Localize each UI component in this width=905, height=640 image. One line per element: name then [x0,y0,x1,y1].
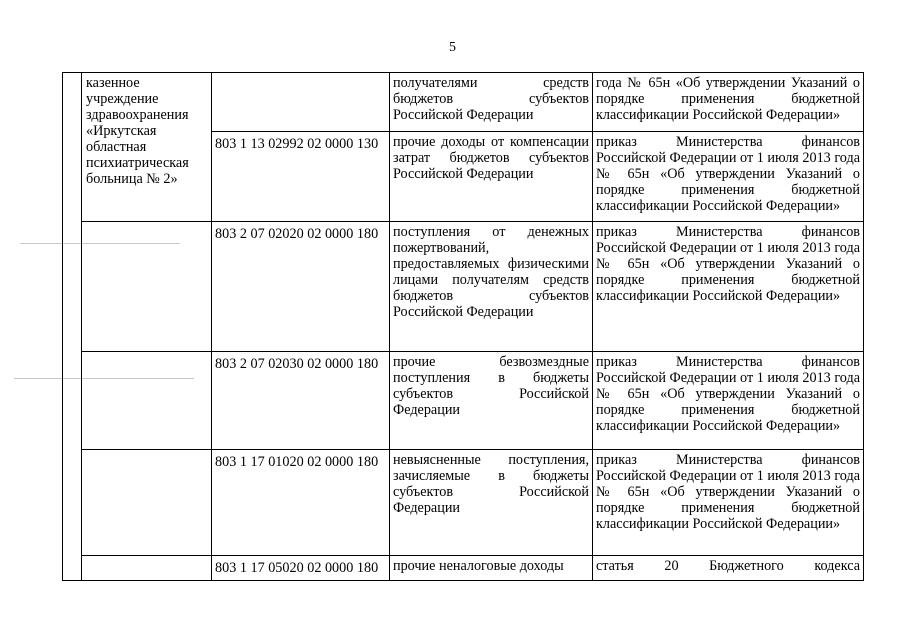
empty-cell [82,450,212,556]
basis-cell: приказ Министерства финансов Российской Федерации от 1 июля 2013 года № 65н «Об утверждении Указаний о порядке применения бюджетной классификации Российской Федерации» [593,222,864,352]
name-cell: прочие безвозмездные поступления в бюджеты субъектов Российской Федерации [390,352,593,450]
basis-cell: приказ Министерства финансов Российской Федерации от 1 июля 2013 года № 65н «Об утверждении Указаний о порядке применения бюджетной классификации Российской Федерации» [593,352,864,450]
name-cell: прочие неналоговые доходы [390,556,593,581]
basis-cell [593,556,864,581]
table-row [63,556,864,581]
basis-cell: приказ Министерства финансов Российской Федерации от 1 июля 2013 года № 65н «Об утверждении Указаний о порядке применения бюджетной классификации Российской Федерации» [593,132,864,222]
number-cell [63,73,82,581]
empty-cell [82,222,212,352]
name-cell: поступления от денежных пожертвований, предоставляемых физическими лицами получателям средств бюджетов субъектов Российской Федерации [390,222,593,352]
code-cell [212,73,390,132]
basis-text: статья 20 Бюджетного кодекса [596,558,860,574]
institution-cell: казенное учреждение здравоохранения «Иркутская областная психиатрическая больница № 2» [82,73,212,222]
table-row [63,352,864,450]
page-number: 5 [449,40,456,55]
table-row [63,222,864,352]
empty-cell [82,352,212,450]
name-cell: получателями средств бюджетов субъектов Российской Федерации [390,73,593,132]
basis-cell: года № 65н «Об утверждении Указаний о порядке применения бюджетной классификации Российской Федерации» [593,73,864,132]
name-cell: прочие доходы от компенсации затрат бюджетов субъектов Российской Федерации [390,132,593,222]
code-cell: 803 2 07 02020 02 0000 180 [212,222,390,352]
code-cell: 803 1 17 01020 02 0000 180 [212,450,390,556]
code-cell: 803 1 13 02992 02 0000 130 [212,132,390,222]
code-cell: 803 1 17 05020 02 0000 180 [212,556,390,581]
empty-cell [82,556,212,581]
code-cell: 803 2 07 02030 02 0000 180 [212,352,390,450]
table-row [63,450,864,556]
basis-cell: приказ Министерства финансов Российской Федерации от 1 июля 2013 года № 65н «Об утверждении Указаний о порядке применения бюджетной классификации Российской Федерации» [593,450,864,556]
table-row [63,73,864,132]
revenue-codes-table-container [62,72,864,581]
name-cell: невыясненные поступления, зачисляемые в бюджеты субъектов Российской Федерации [390,450,593,556]
revenue-codes-table [62,72,864,581]
